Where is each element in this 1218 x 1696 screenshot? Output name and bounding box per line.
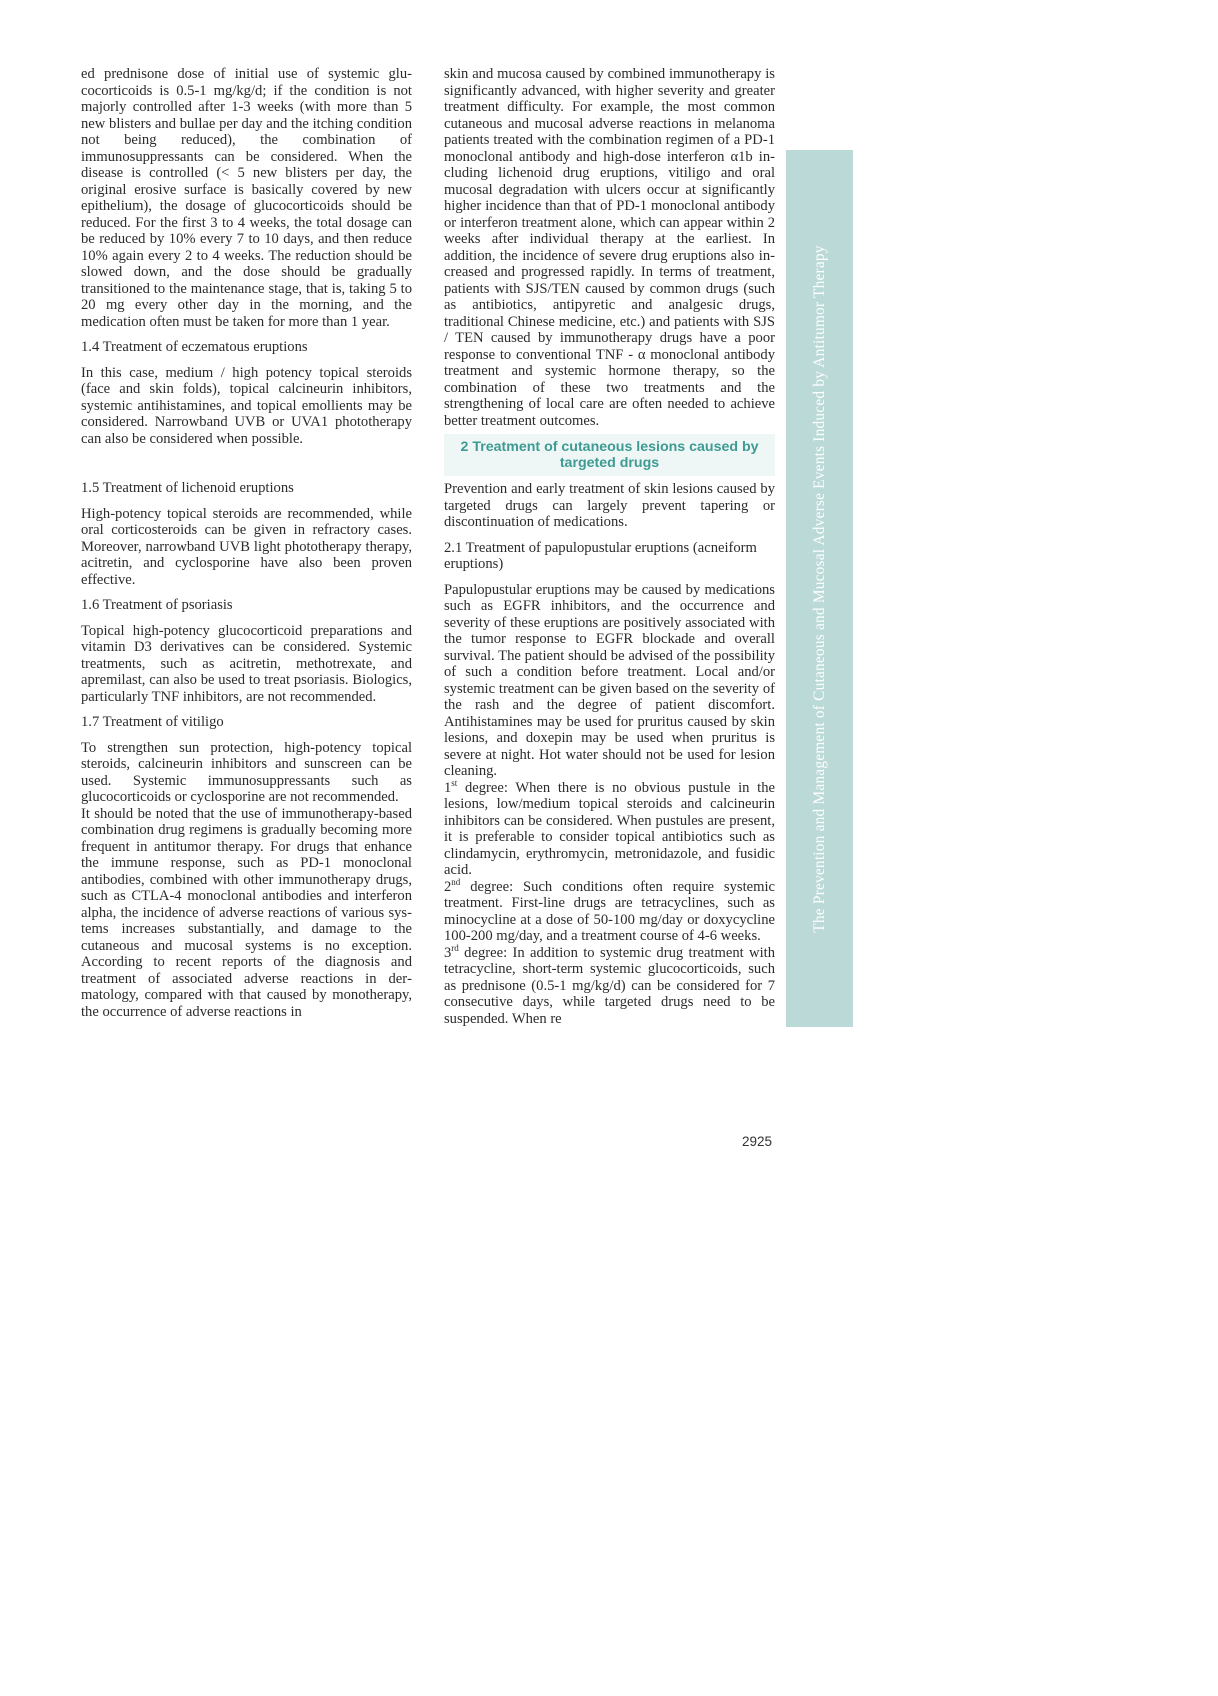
page-number: 2925 <box>742 1134 773 1149</box>
degree-1-suffix: st <box>451 777 458 788</box>
paragraph-degree-3 <box>444 942 775 1028</box>
paragraph-lichenoid: High-potency topical steroids are recommended, while oral corticosteroids can be given in refractory cases. Moreover, narrowband UVB light phototherapy therapy, acitretin, and cyclosporine have also been proven effective. <box>81 505 412 588</box>
degree-2-number: 2 <box>444 878 452 895</box>
degree-3-text: degree: In addition to systemic drug treatment with tetracycline, short-term systemic glucocorticoids, such as prednisone (0.5-1 mg/kg/d) can be considered for 7 consecutive days, while targeted drugs need to be suspended. When re <box>444 944 775 1027</box>
running-title: The Prevention and Management of Cutaneous and Mucosal Adverse Events Induced by Antitumor Therapy <box>810 244 828 933</box>
degree-2-suffix: nd <box>451 876 461 887</box>
paragraph-eczematous: In this case, medium / high potency topical steroids (face and skin folds), topical calcineurin inhibitors, systemic antihistamines, and topical emollients may be considered. Narrowband UVB or UVA1 phototherapy can also be considered when possible. <box>81 364 412 447</box>
degree-3-suffix: rd <box>451 942 459 953</box>
heading-2-1-papulopustular: 2.1 Treatment of papulopustular eruptions (acneiform eruptions) <box>444 539 757 572</box>
degree-2-text: degree: Such conditions often require systemic treatment. First-line drugs are tetracyclines, such as minocycline at a dose of 50-100 mg/day or doxycycline 100-200 mg/day, and a treatment course of 4-6 weeks. <box>444 878 775 944</box>
right-column <box>444 66 775 1027</box>
paragraph-prednisone-tapering: ed prednisone dose of initial use of systemic glucocorticoids is 0.5-1 mg/kg/d; if the condition is not majorly controlled after 1-3 weeks (with more than 5 new blisters and bullae per day and the itching condition not being reduced), the combination of immunosuppressants can be considered. When the disease is controlled (< 5 new blisters per day, the original erosive surface is basically covered by new epithelium), the dosage of glucocorticoids should be reduced. For the first 3 to 4 weeks, the total dosage can be reduced by 10% every 7 to 10 days, and then reduce 10% again every 2 to 4 weeks. The reduction should be slowed down, and the dose should be gradually transitioned to the maintenance stage, that is, taking 5 to 20 mg every other day in the morning, and the medication often must be taken for more than 1 year. <box>81 66 412 330</box>
paragraph-combination-note: It should be noted that the use of immunotherapy-based combination drug regimens is gradually becoming more frequent in antitumor therapy. For drugs that enhance the immune response, such as PD-1 monoclonal antibodies, combined with other immunotherapy drugs, such as CTLA-4 monoclonal antibodies and interferon alpha, the incidence of adverse reactions of various systems increases substantially, and damage to the cutaneous and mucosal systems is no exception. According to recent reports of the diagnosis and treatment of associated adverse reactions in dermatology, compared with that caused by monotherapy, the occurrence of adverse reactions in <box>81 805 412 1020</box>
degree-3-number: 3 <box>444 944 452 961</box>
paragraph-degree-2 <box>444 876 775 945</box>
paragraph-degree-1 <box>444 777 775 879</box>
heading-1-4-eczematous: 1.4 Treatment of eczematous eruptions <box>81 339 308 355</box>
paragraph-psoriasis: Topical high-potency glucocorticoid preparations and vitamin D3 derivatives can be considered. Systemic treatments, such as acitretin, methotrexate, and apremilast, can also be used to treat psoriasis. Biologics, particularly TNF inhibitors, are not recommended. <box>81 622 412 705</box>
heading-1-6-psoriasis: 1.6 Treatment of psoriasis <box>81 597 233 613</box>
paragraph-papulopustular: Papulopustular eruptions may be caused by medications such as EGFR inhibitors, and the occurrence and severity of these eruptions are positively associated with the tumor response to EGFR blockade and overall survival. The patient should be advised of the possibility of such a condition before treatment. Local and/or systemic treatment can be given based on the severity of the rash and the degree of patient discomfort. Antihistamines may be used for pruritus caused by skin lesions, and doxepin may be used when pruritus is severe at night. Hot water should not be used for lesion cleaning. <box>444 581 775 779</box>
left-column <box>81 66 412 1020</box>
section-2-heading: 2 Treatment of cutaneous lesions caused by targeted drugs <box>444 434 775 476</box>
heading-1-7-vitiligo: 1.7 Treatment of vitiligo <box>81 714 224 730</box>
heading-1-5-lichenoid: 1.5 Treatment of lichenoid eruptions <box>81 480 294 496</box>
paragraph-targeted-drugs-intro: Prevention and early treatment of skin lesions caused by targeted drugs can largely prevent tapering or discontinuation of medications. <box>444 481 775 530</box>
running-title-band <box>786 150 853 1027</box>
paragraph-vitiligo: To strengthen sun protection, high-potency topical steroids, calcineurin inhibitors and sunscreen can be used. Systemic immunosuppressants such as glucocorticoids or cyclosporine are not recommended. <box>81 739 412 805</box>
degree-1-number: 1 <box>444 779 452 796</box>
spacer <box>81 456 412 480</box>
paragraph-combined-immunotherapy: skin and mucosa caused by combined immunotherapy is significantly advanced, with higher severity and greater treatment difficulty. For example, the most common cutaneous and mucosal adverse reactions in melanoma patients treated with the combination regimen of a PD-1 monoclonal antibody and high-dose interferon α1b including lichenoid drug eruptions, vitiligo and oral mucosal degradation with ulcers occur at significantly higher incidence than that of PD-1 monoclonal antibody or interferon treatment alone, which can appear within 2 weeks after individual therapy at the earliest. In addition, the incidence of severe drug eruptions also increased and progressed rapidly. In terms of treatment, patients with SJS/TEN caused by common drugs (such as antibiotics, antipyretic and analgesic drugs, traditional Chinese medicine, etc.) and patients with SJS / TEN caused by immunotherapy drugs have a poor response to conventional TNF - α monoclonal antibody treatment and systemic hormone therapy, so the combination of these two treatments and the strengthening of local care are often needed to achieve better treatment outcomes. <box>444 66 775 429</box>
degree-1-text: degree: When there is no obvious pustule in the lesions, low/medium topical steroids and calcineurin inhibitors can be considered. When pustules are present, it is preferable to consider topical antibiotics such as clindamycin, erythromycin, metronidazole, and fusidic acid. <box>444 779 775 878</box>
